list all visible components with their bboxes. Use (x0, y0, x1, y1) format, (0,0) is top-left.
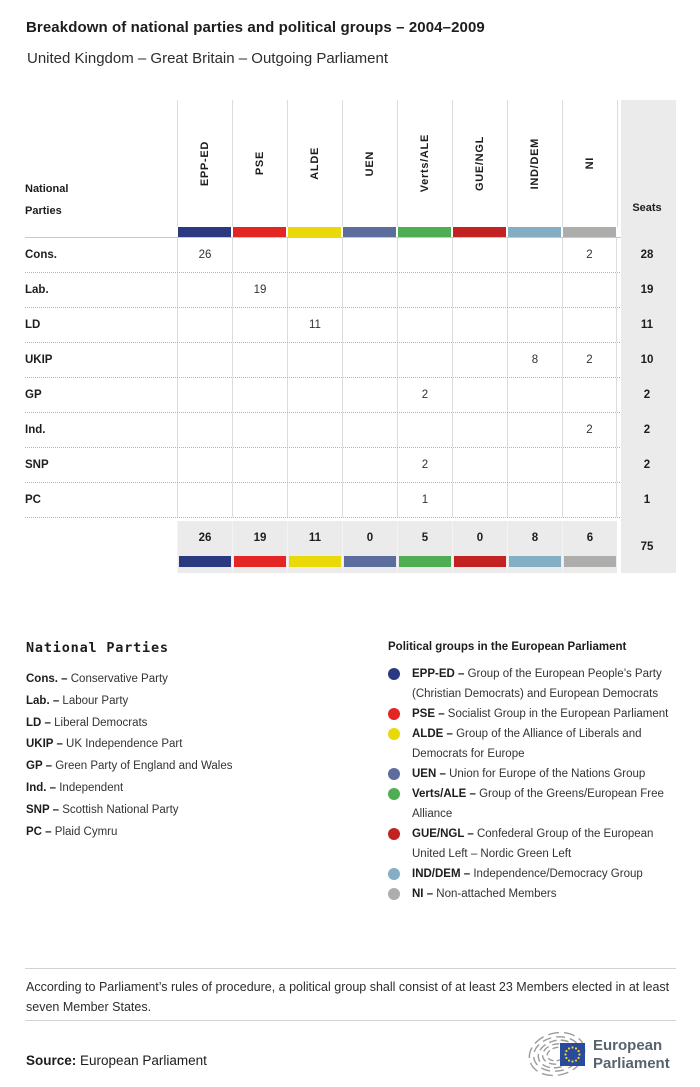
eu-flag-icon (560, 1043, 585, 1066)
column-header-label: EPP-ED (199, 140, 211, 187)
group-color-bar (508, 227, 561, 237)
column-header-GUE/NGL (452, 100, 507, 227)
seat-cell (452, 238, 507, 272)
legend-group-color-dot (388, 768, 400, 780)
column-header-PSE (232, 100, 287, 227)
column-header-label: Verts/ALE (419, 134, 431, 193)
seat-cell (562, 308, 617, 342)
seat-cell (397, 273, 452, 307)
seat-cell (232, 343, 287, 377)
seat-cell: 19 (232, 273, 287, 307)
seat-cell (452, 343, 507, 377)
legend-group-color-dot (388, 828, 400, 840)
party-label: Lab. (25, 284, 49, 296)
column-header-ALDE (287, 100, 342, 227)
column-header-label: NI (584, 157, 596, 170)
legend-group-color-dot (388, 708, 400, 720)
seat-cell (397, 238, 452, 272)
seat-cell (177, 343, 232, 377)
group-total-value: 0 (476, 532, 484, 544)
column-header-UEN (342, 100, 397, 227)
seat-cell: 2 (397, 378, 452, 412)
bar-row-spacer (25, 227, 177, 237)
group-color-bar (233, 227, 286, 237)
seat-cell (177, 448, 232, 482)
table-row (25, 308, 676, 343)
seat-cell (287, 273, 342, 307)
seat-cell (452, 273, 507, 307)
seat-cell (342, 273, 397, 307)
legend-group-abbr: IND/DEM – (412, 868, 471, 880)
footnote-bottom-rule (25, 1020, 676, 1021)
seat-cell (507, 378, 562, 412)
group-total-value: 26 (198, 532, 212, 544)
column-header-EPP-ED (177, 100, 232, 227)
seat-cell (507, 448, 562, 482)
group-total-color-bar (564, 556, 616, 567)
seat-cell (507, 413, 562, 447)
seat-cell (562, 448, 617, 482)
legend-national-parties (26, 640, 232, 843)
seat-cell (287, 378, 342, 412)
group-total-color-bar (234, 556, 286, 567)
seat-cell (342, 378, 397, 412)
group-color-bar (563, 227, 616, 237)
column-header-Verts/ALE (397, 100, 452, 227)
legend-party-item: Cons. – Conservative Party (26, 673, 168, 685)
legend-party-item: LD – Liberal Democrats (26, 716, 148, 729)
legend-group-abbr: PSE – (412, 708, 445, 720)
legend-group-color-dot (388, 728, 400, 740)
legend-groups-heading: Political groups in the European Parliament (388, 641, 627, 653)
legend-party-item: PC – Plaid Cymru (26, 825, 118, 838)
seat-cell (287, 483, 342, 517)
legend-party-abbr: GP – (26, 760, 52, 773)
legend-group-abbr: ALDE – (412, 728, 453, 740)
seat-cell (287, 448, 342, 482)
legend-group-item: Verts/ALE – Group of the Greens/European Free Alliance (388, 784, 684, 824)
legend-group-item: IND/DEM – Independence/Democracy Group (388, 864, 684, 884)
legend-group-color-dot (388, 668, 400, 680)
group-total-color-bar (289, 556, 341, 567)
group-total-color-bar (454, 556, 506, 567)
legend-party-abbr: LD – (26, 716, 51, 729)
column-header-label: IND/DEM (529, 137, 541, 190)
group-color-bars (25, 227, 676, 237)
group-color-bar (288, 227, 341, 237)
group-color-bar (178, 227, 231, 237)
logo-text-line2: Parliament (593, 1055, 670, 1072)
legend-group-item: PSE – Socialist Group in the European Parliament (388, 704, 684, 724)
legend-group-color-dot (388, 888, 400, 900)
footnote-text: According to Parliament’s rules of procedure, a political group shall consist of at least 23 Members elected in at least seven Member States. (26, 980, 670, 1014)
column-header-label: GUE/NGL (474, 135, 486, 191)
legend-group-color-dot (388, 788, 400, 800)
seat-cell (342, 343, 397, 377)
group-color-bar-cell (452, 227, 507, 237)
european-parliament-logo (527, 1029, 697, 1081)
seat-cell (342, 308, 397, 342)
seat-cell (177, 483, 232, 517)
seat-cell (452, 378, 507, 412)
seat-cell (452, 308, 507, 342)
seat-cell (342, 413, 397, 447)
seat-cell (562, 378, 617, 412)
seat-cell (177, 273, 232, 307)
seat-cell (507, 273, 562, 307)
group-total-cell (452, 521, 507, 573)
seat-cell (287, 238, 342, 272)
seat-cell (342, 483, 397, 517)
column-header-IND/DEM (507, 100, 562, 227)
legend-parties-items (26, 669, 232, 843)
table-header-row (25, 100, 676, 227)
legend-political-groups (388, 641, 684, 904)
seat-cell (507, 483, 562, 517)
page-subtitle: United Kingdom – Great Britain – Outgoing Parliament (27, 50, 389, 67)
group-color-bar-cell (507, 227, 562, 237)
seat-cell (397, 308, 452, 342)
legend-group-item: GUE/NGL – Confederal Group of the European United Left – Nordic Green Left (388, 824, 684, 864)
group-color-bar-cell (287, 227, 342, 237)
seat-cell (562, 273, 617, 307)
seat-cell (397, 413, 452, 447)
column-header-NI (562, 100, 617, 227)
legend-party-abbr: Lab. – (26, 694, 60, 707)
seat-cell: 1 (397, 483, 452, 517)
seat-cell (177, 308, 232, 342)
party-label: LD (25, 319, 41, 331)
legend-group-abbr: EPP-ED – (412, 668, 465, 680)
party-label: Cons. (25, 249, 57, 261)
source-value: European Parliament (80, 1053, 207, 1068)
group-total-value: 5 (421, 532, 429, 544)
seat-cell (507, 308, 562, 342)
seat-cell: 26 (177, 238, 232, 272)
seats-total-cell: 1 (643, 494, 651, 506)
seats-total-cell: 2 (643, 424, 651, 436)
legend-parties-heading: National Parties (26, 640, 169, 656)
legend-group-item: EPP-ED – Group of the European People’s Party (Christian Democrats) and European Democrats (388, 664, 684, 704)
seats-total-cell: 10 (640, 354, 654, 366)
seat-cell (452, 413, 507, 447)
legend-group-item: ALDE – Group of the Alliance of Liberals and Democrats for Europe (388, 724, 684, 764)
seats-total-cell: 2 (643, 389, 651, 401)
seat-cell (232, 378, 287, 412)
group-total-cell (507, 521, 562, 573)
totals-spacer (25, 521, 177, 573)
group-total-value: 11 (308, 532, 322, 544)
corner-label (25, 100, 177, 227)
group-total-cell (287, 521, 342, 573)
party-label: Ind. (25, 424, 46, 436)
party-label: PC (25, 494, 41, 506)
party-label: SNP (25, 459, 49, 471)
legend-group-abbr: GUE/NGL – (412, 828, 474, 840)
legend-group-abbr: Verts/ALE – (412, 788, 476, 800)
group-total-cell (397, 521, 452, 573)
legend-party-item: GP – Green Party of England and Wales (26, 760, 233, 773)
group-total-value: 19 (253, 532, 267, 544)
group-total-cell (562, 521, 617, 573)
table-body (25, 238, 676, 518)
seats-header-label: Seats (632, 202, 662, 214)
group-color-bar-cell (177, 227, 232, 237)
seat-cell: 2 (397, 448, 452, 482)
group-total-value: 8 (531, 532, 539, 544)
party-label: UKIP (25, 354, 53, 366)
legend-group-abbr: NI – (412, 888, 434, 900)
legend-party-abbr: SNP – (26, 803, 60, 816)
legend-party-item: Ind. – Independent (26, 781, 124, 794)
seat-cell (562, 483, 617, 517)
totals-row (25, 521, 676, 573)
seat-cell (507, 238, 562, 272)
seat-cell: 8 (507, 343, 562, 377)
group-total-color-bar (344, 556, 396, 567)
seat-cell (232, 483, 287, 517)
legend-group-item: NI – Non-attached Members (388, 884, 684, 904)
group-total-cell (177, 521, 232, 573)
seat-cell (452, 483, 507, 517)
group-color-bar-cell (397, 227, 452, 237)
seats-table (25, 100, 676, 573)
corner-label-line2: Parties (25, 205, 62, 217)
group-total-color-bar (179, 556, 231, 567)
column-header-label: PSE (254, 151, 266, 176)
grand-total-seats: 75 (640, 541, 654, 553)
seats-total-cell: 19 (640, 284, 654, 296)
group-total-cell (342, 521, 397, 573)
party-label: GP (25, 389, 42, 401)
group-total-value: 0 (366, 532, 374, 544)
group-total-color-bar (399, 556, 451, 567)
group-color-bar (398, 227, 451, 237)
group-color-bar (343, 227, 396, 237)
seat-cell (232, 238, 287, 272)
seat-cell: 2 (562, 413, 617, 447)
seat-cell: 2 (562, 238, 617, 272)
seat-cell: 11 (287, 308, 342, 342)
logo-text-line1: European (593, 1037, 663, 1054)
group-color-bar-cell (232, 227, 287, 237)
legend-group-item: UEN – Union for Europe of the Nations Group (388, 764, 684, 784)
legend-party-item: UKIP – UK Independence Part (26, 738, 183, 751)
legend-party-abbr: PC – (26, 825, 52, 838)
legend-group-abbr: UEN – (412, 768, 446, 780)
seat-cell: 2 (562, 343, 617, 377)
seats-column-header (620, 100, 674, 227)
group-color-bar (453, 227, 506, 237)
legend-party-abbr: Ind. – (26, 781, 57, 794)
seat-cell (342, 238, 397, 272)
seat-cell (287, 413, 342, 447)
seat-cell (452, 448, 507, 482)
table-row (25, 448, 676, 483)
footnote-top-rule (25, 968, 676, 969)
table-row (25, 378, 676, 413)
seats-total-cell: 2 (643, 459, 651, 471)
seats-total-cell: 11 (640, 319, 654, 331)
column-header-label: UEN (364, 150, 376, 177)
group-total-value: 6 (586, 532, 594, 544)
group-total-color-bar (509, 556, 561, 567)
seat-cell (397, 343, 452, 377)
seat-cell (287, 343, 342, 377)
table-row (25, 483, 676, 518)
legend-party-abbr: Cons. – (26, 673, 68, 685)
legend-group-color-dot (388, 868, 400, 880)
group-color-bar-cell (562, 227, 617, 237)
seat-cell (342, 448, 397, 482)
column-header-label: ALDE (309, 147, 321, 180)
seat-cell (232, 413, 287, 447)
page-title: Breakdown of national parties and political groups – 2004–2009 (26, 19, 485, 36)
table-row (25, 413, 676, 448)
source-line (26, 1053, 207, 1068)
legend-party-abbr: UKIP – (26, 738, 63, 751)
source-label: Source: (26, 1053, 77, 1068)
group-total-cell (232, 521, 287, 573)
legend-groups-items (388, 664, 684, 904)
group-column-headers (177, 100, 618, 227)
table-row (25, 238, 676, 273)
seat-cell (177, 378, 232, 412)
legend-party-item: Lab. – Labour Party (26, 694, 129, 707)
table-row (25, 343, 676, 378)
seat-cell (232, 448, 287, 482)
legend-party-item: SNP – Scottish National Party (26, 803, 179, 816)
table-row (25, 273, 676, 308)
seat-cell (232, 308, 287, 342)
corner-label-line1: National (25, 183, 69, 195)
group-color-bar-cell (342, 227, 397, 237)
seat-cell (177, 413, 232, 447)
seats-total-cell: 28 (640, 249, 654, 261)
